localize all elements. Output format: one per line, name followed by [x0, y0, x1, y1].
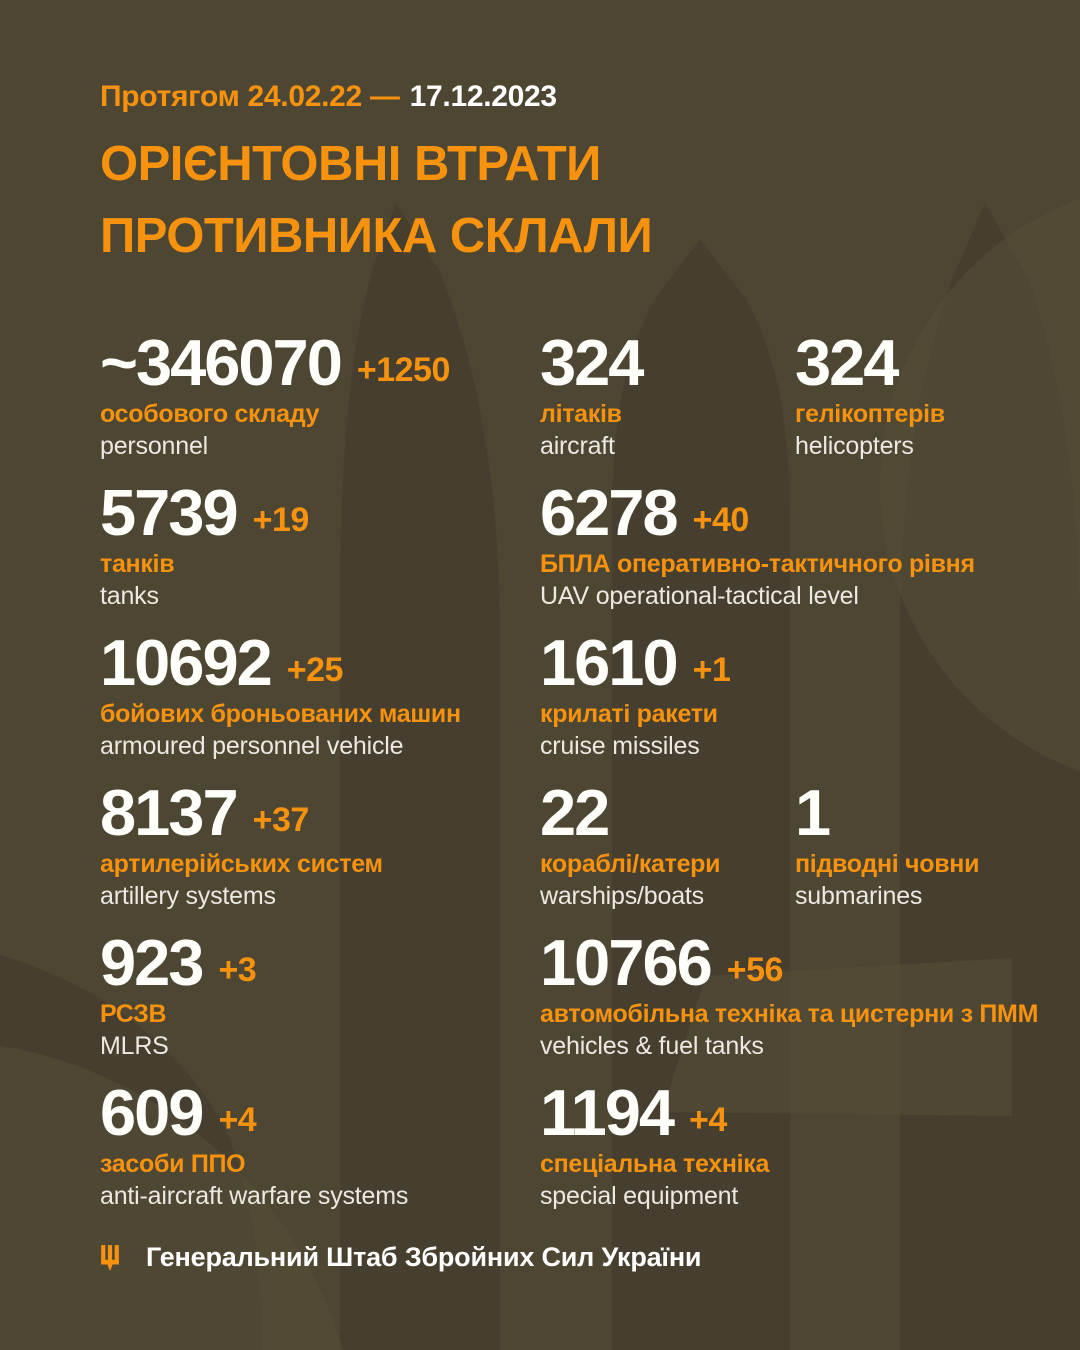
stat-label-ua: засоби ППО: [100, 1150, 246, 1178]
period-date: 17.12.2023: [409, 80, 557, 113]
stat-value: 1610: [540, 626, 677, 699]
stat-value: 6278: [540, 476, 677, 549]
stat-value: 923: [100, 926, 203, 999]
stat-delta: +56: [726, 951, 783, 989]
stat-label-en: vehicles & fuel tanks: [540, 1032, 764, 1060]
stat-label-en: helicopters: [795, 431, 914, 460]
stat-label-ua: спеціальна техніка: [540, 1150, 770, 1178]
stat-value: 8137: [100, 776, 237, 849]
stat-value: 324: [540, 326, 643, 399]
stat-value: 324: [795, 326, 898, 399]
stat-value: 609: [100, 1076, 203, 1149]
stat-label-ua: танків: [100, 550, 175, 578]
stats-row: [100, 626, 1040, 782]
stat-label-ua: крилаті ракети: [540, 700, 718, 728]
stat-value: 10766: [540, 926, 711, 999]
losses-grid: [100, 326, 1040, 1232]
stat-label-en: MLRS: [100, 1032, 169, 1060]
stat-value: 5739: [100, 476, 237, 549]
report-period: [100, 80, 557, 114]
stat-delta: +4: [218, 1101, 257, 1139]
stat-delta: +1: [692, 651, 731, 689]
stat-label-ua: кораблі/катери: [540, 849, 721, 878]
stat-label-en: UAV operational-tactical level: [540, 582, 859, 610]
stat-value: ~346070: [100, 326, 341, 399]
stat-delta: +3: [218, 951, 257, 989]
stat-label-en: submarines: [795, 881, 923, 910]
stats-row: [100, 1076, 1040, 1232]
stat-personnel: [100, 326, 540, 462]
stat-label-en: armoured personnel vehicle: [100, 732, 404, 760]
stat-label-en: artillery systems: [100, 882, 276, 910]
page-title: [100, 128, 652, 272]
stat-label-ua: підводні човни: [795, 849, 980, 878]
title-line-2: ПРОТИВНИКА СКЛАЛИ: [100, 209, 653, 263]
stat-aircraft: [540, 326, 795, 462]
stat-delta: +19: [252, 501, 309, 539]
stat-helicopters: [795, 326, 1040, 462]
stat-label-en: aircraft: [540, 431, 615, 460]
stat-label-ua: РСЗВ: [100, 1000, 167, 1028]
stat-label-ua: артилерійських систем: [100, 850, 383, 878]
stat-special-equipment: [540, 1076, 1040, 1212]
stats-row: [100, 776, 1040, 932]
stat-air-defense: [100, 1076, 540, 1212]
stat-value: 1194: [540, 1076, 674, 1149]
stat-label-en: cruise missiles: [540, 732, 700, 760]
stat-uav: [540, 476, 1040, 612]
footer-org-name: Генеральний Штаб Збройних Сил України: [146, 1242, 702, 1272]
period-prefix: Протягом 24.02.22 —: [100, 80, 400, 113]
stat-label-ua: літаків: [540, 399, 622, 428]
stat-label-en: tanks: [100, 582, 159, 610]
stat-label-en: anti-aircraft warfare systems: [100, 1182, 409, 1210]
stat-label-ua: гелікоптерів: [795, 399, 945, 428]
stat-label-en: special equipment: [540, 1182, 739, 1210]
stat-delta: +40: [692, 501, 749, 539]
stat-delta: +4: [689, 1101, 727, 1139]
stat-tanks: [100, 476, 540, 612]
stat-label-ua: бойових броньованих машин: [100, 700, 461, 728]
stat-vehicles-fuel-tanks: [540, 926, 1040, 1062]
stat-label-en: warships/boats: [540, 881, 704, 910]
stats-row: [100, 326, 1040, 482]
stat-label-ua: особового складу: [100, 400, 320, 428]
stats-row: [100, 926, 1040, 1082]
stat-value: 22: [540, 776, 609, 849]
stat-label-ua: автомобільна техніка та цистерни з ПММ: [540, 1000, 1039, 1028]
stat-submarines: [795, 776, 1040, 912]
stat-delta: +1250: [356, 351, 450, 389]
stat-value: 1: [795, 776, 830, 849]
stat-warships: [540, 776, 795, 912]
stat-delta: +37: [252, 801, 309, 839]
stat-armoured-vehicles: [100, 626, 540, 762]
stats-row: [100, 476, 1040, 632]
stat-label-ua: БПЛА оперативно-тактичного рівня: [540, 550, 975, 578]
trident-icon: [100, 1244, 120, 1272]
stat-label-en: personnel: [100, 432, 209, 460]
stat-mlrs: [100, 926, 540, 1062]
stat-cruise-missiles: [540, 626, 1040, 762]
footer: [100, 1242, 701, 1273]
stat-delta: +25: [286, 651, 343, 689]
title-line-1: ОРІЄНТОВНІ ВТРАТИ: [100, 137, 601, 191]
stat-value: 10692: [100, 626, 271, 699]
stat-artillery: [100, 776, 540, 912]
